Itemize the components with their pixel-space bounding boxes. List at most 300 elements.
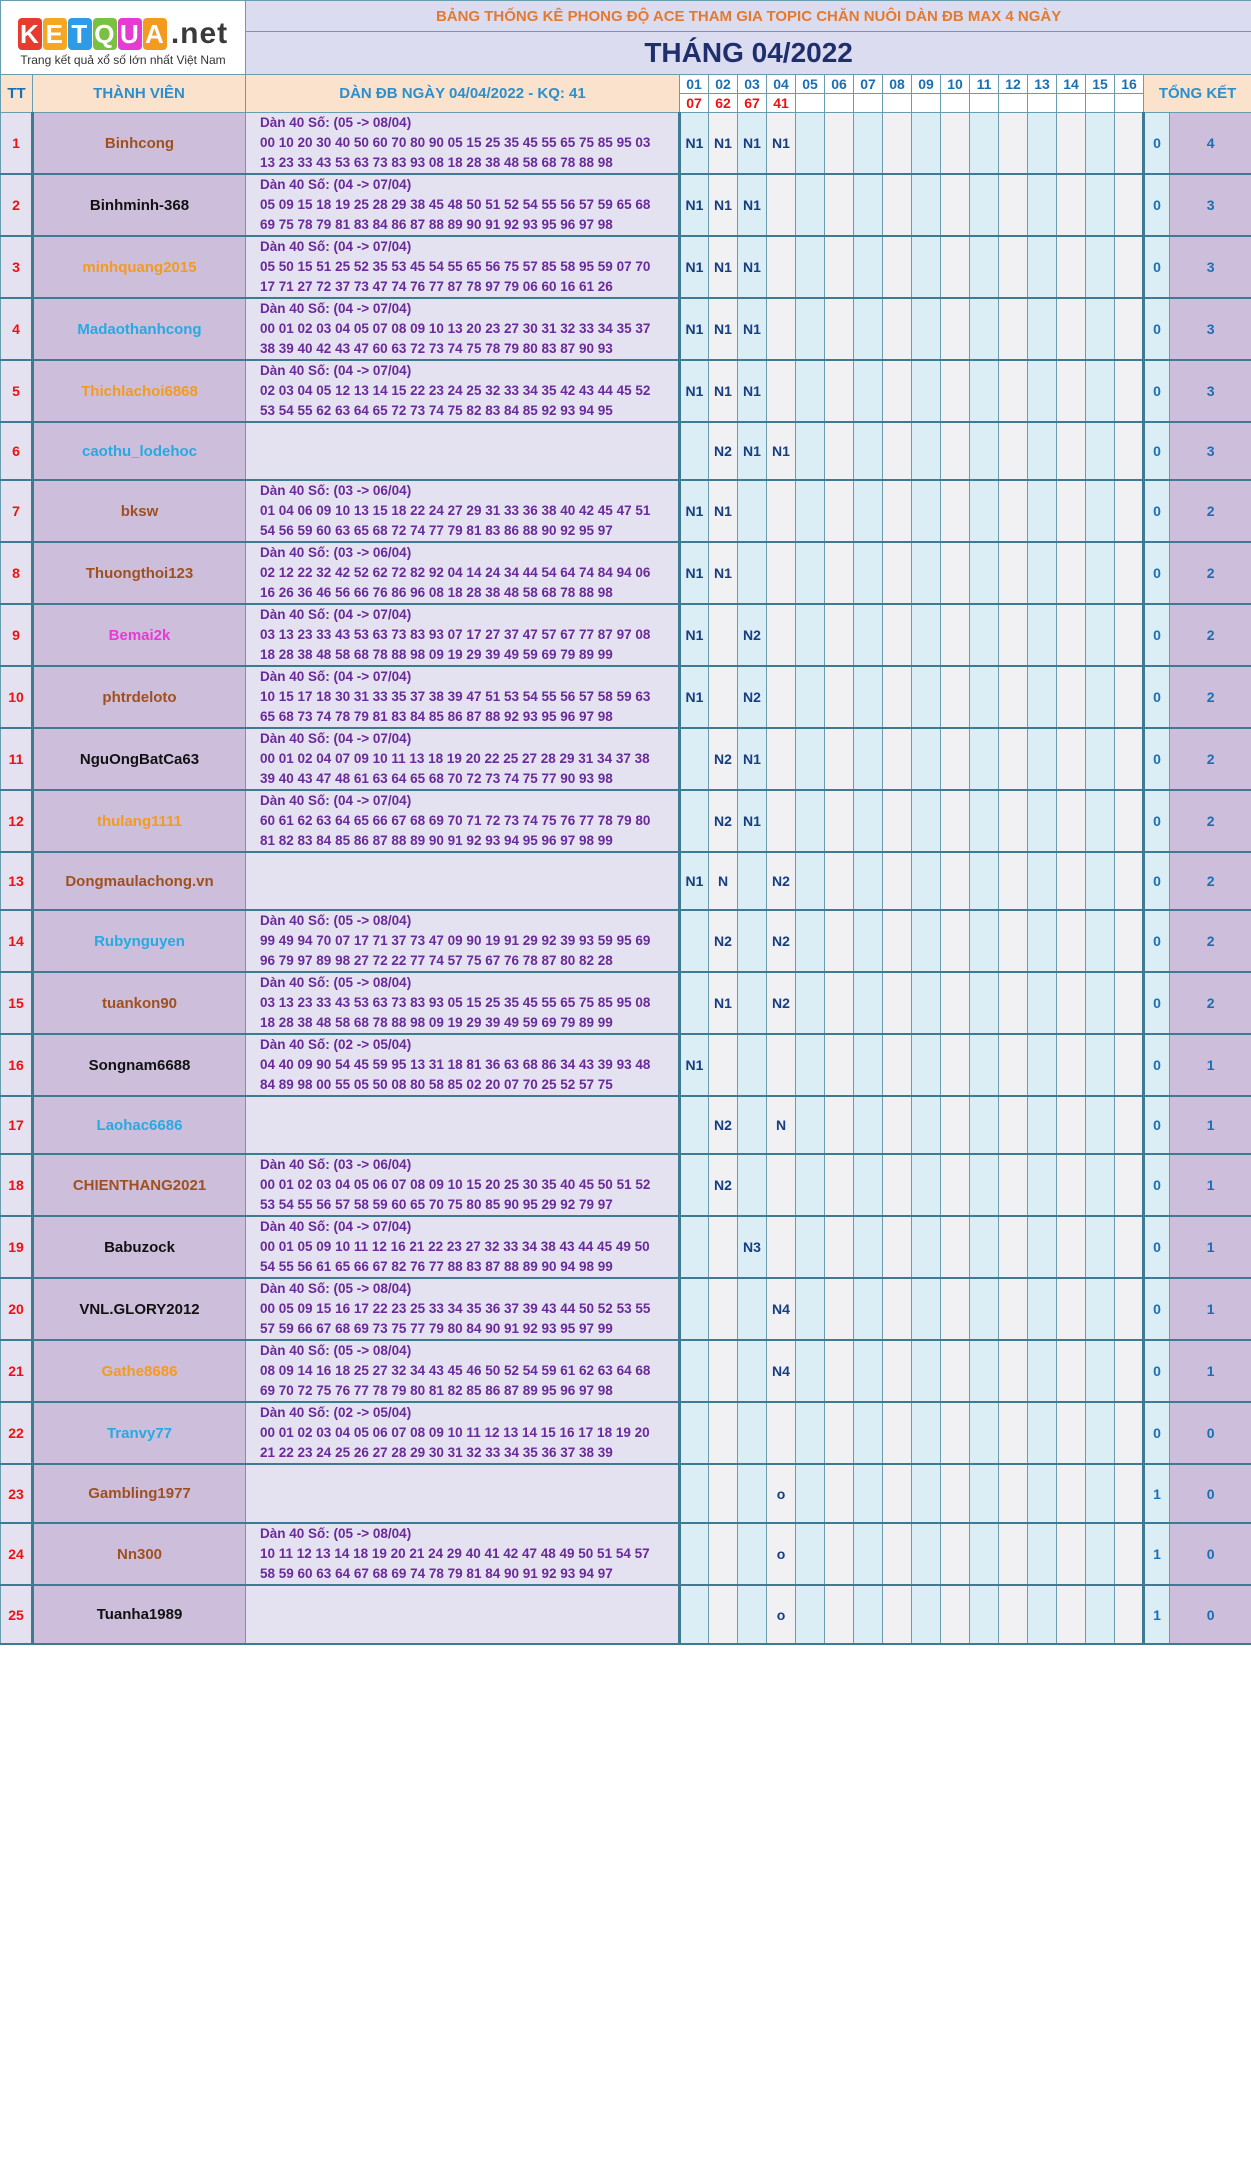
day-cell xyxy=(1028,666,1057,728)
day-result xyxy=(1086,94,1115,113)
day-cell: N1 xyxy=(680,666,709,728)
day-cell: N1 xyxy=(680,542,709,604)
day-cell xyxy=(970,852,999,910)
logo-letter: U xyxy=(118,18,142,50)
day-cell xyxy=(825,728,854,790)
day-cell xyxy=(825,480,854,542)
total-hit: 1 xyxy=(1170,1340,1251,1402)
day-cell xyxy=(738,1402,767,1464)
day-cell xyxy=(825,1340,854,1402)
table-row xyxy=(1,480,1251,542)
day-cell xyxy=(825,1402,854,1464)
day-cell xyxy=(999,1216,1028,1278)
day-cell xyxy=(999,1034,1028,1096)
day-cell xyxy=(825,1154,854,1216)
day-cell xyxy=(738,1034,767,1096)
dan-line: Dàn 40 Số: (05 -> 08/04) xyxy=(260,913,412,928)
dan-line: 00 01 02 03 04 05 06 07 08 09 10 15 20 25 30 35 40 45 50 51 52 xyxy=(260,1177,651,1192)
dan-line: 99 49 94 70 07 17 71 37 73 47 09 90 19 91 29 92 39 93 59 95 69 xyxy=(260,933,651,948)
day-cell xyxy=(912,728,941,790)
day-cell xyxy=(941,113,970,175)
day-cell: N1 xyxy=(680,298,709,360)
dan-numbers xyxy=(246,1340,680,1402)
dan-line: Dàn 40 Số: (05 -> 08/04) xyxy=(260,975,412,990)
day-cell: N1 xyxy=(680,360,709,422)
day-cell xyxy=(970,1096,999,1154)
day-cell xyxy=(941,1216,970,1278)
total-miss: 0 xyxy=(1144,852,1170,910)
day-cell xyxy=(970,542,999,604)
total-miss: 1 xyxy=(1144,1464,1170,1523)
dan-numbers xyxy=(246,174,680,236)
day-cell xyxy=(1057,972,1086,1034)
total-miss: 0 xyxy=(1144,604,1170,666)
dan-numbers xyxy=(246,1216,680,1278)
day-cell: N1 xyxy=(738,360,767,422)
day-cell xyxy=(883,298,912,360)
day-cell xyxy=(999,113,1028,175)
day-result xyxy=(1028,94,1057,113)
day-cell: N1 xyxy=(709,542,738,604)
member-name[interactable]: tuankon90 xyxy=(33,972,246,1034)
day-cell xyxy=(738,1340,767,1402)
dan-line: 57 59 66 67 68 69 73 75 77 79 80 84 90 91 92 93 95 97 99 xyxy=(260,1321,613,1336)
day-cell xyxy=(883,666,912,728)
day-cell xyxy=(883,1216,912,1278)
dan-line: 17 71 27 72 37 73 47 74 76 77 87 78 97 79 06 60 16 61 26 xyxy=(260,279,613,294)
day-cell xyxy=(1057,1278,1086,1340)
day-cell xyxy=(1115,972,1144,1034)
dan-line: Dàn 40 Số: (04 -> 07/04) xyxy=(260,607,412,622)
dan-numbers xyxy=(246,790,680,852)
col-tt-header: TT xyxy=(1,75,33,113)
day-cell xyxy=(1028,1154,1057,1216)
total-miss: 0 xyxy=(1144,542,1170,604)
day-cell xyxy=(1057,1034,1086,1096)
total-miss: 0 xyxy=(1144,298,1170,360)
day-cell xyxy=(1057,1216,1086,1278)
total-miss: 0 xyxy=(1144,174,1170,236)
member-name[interactable]: Rubynguyen xyxy=(33,910,246,972)
day-cell: N1 xyxy=(709,174,738,236)
member-name[interactable]: Gathe8686 xyxy=(33,1340,246,1402)
day-cell xyxy=(941,360,970,422)
day-cell xyxy=(1057,542,1086,604)
day-cell xyxy=(912,1464,941,1523)
member-name[interactable]: thulang1111 xyxy=(33,790,246,852)
day-cell xyxy=(796,1523,825,1585)
day-cell xyxy=(796,1034,825,1096)
day-cell xyxy=(912,666,941,728)
table-row xyxy=(1,1585,1251,1644)
member-name[interactable]: Nn300 xyxy=(33,1523,246,1585)
day-cell xyxy=(970,666,999,728)
total-hit: 2 xyxy=(1170,790,1251,852)
day-result: 41 xyxy=(767,94,796,113)
day-cell: N2 xyxy=(767,852,796,910)
dan-line: 18 28 38 48 58 68 78 88 98 09 19 29 39 49 59 69 79 89 99 xyxy=(260,647,613,662)
row-number: 17 xyxy=(1,1096,33,1154)
day-cell xyxy=(796,1278,825,1340)
day-cell xyxy=(970,910,999,972)
day-cell xyxy=(767,1154,796,1216)
day-cell xyxy=(854,236,883,298)
day-cell xyxy=(912,480,941,542)
day-header: 09 xyxy=(912,75,941,94)
day-cell xyxy=(1115,1034,1144,1096)
row-number: 25 xyxy=(1,1585,33,1644)
day-cell: N1 xyxy=(709,480,738,542)
day-cell xyxy=(1057,1464,1086,1523)
day-cell xyxy=(970,1585,999,1644)
dan-numbers xyxy=(246,422,680,480)
logo-letter: Q xyxy=(94,18,116,49)
day-cell: N4 xyxy=(767,1340,796,1402)
day-cell xyxy=(1028,728,1057,790)
day-cell xyxy=(883,790,912,852)
day-cell xyxy=(970,1216,999,1278)
day-cell xyxy=(796,360,825,422)
member-name[interactable]: VNL.GLORY2012 xyxy=(33,1278,246,1340)
day-cell xyxy=(1115,666,1144,728)
dan-line: 10 11 12 13 14 18 19 20 21 24 29 40 41 42 47 48 49 50 51 54 57 xyxy=(260,1546,650,1561)
day-cell xyxy=(999,542,1028,604)
day-cell xyxy=(1028,360,1057,422)
day-cell xyxy=(680,1340,709,1402)
day-cell xyxy=(1086,604,1115,666)
day-cell xyxy=(1115,852,1144,910)
col-dan-header: DÀN ĐB NGÀY 04/04/2022 - KQ: 41 xyxy=(246,75,680,113)
day-cell xyxy=(912,1523,941,1585)
table-row xyxy=(1,790,1251,852)
day-cell xyxy=(1086,1402,1115,1464)
table-title: BẢNG THỐNG KÊ PHONG ĐỘ ACE THAM GIA TOPIC CHĂN NUÔI DÀN ĐB MAX 4 NGÀY xyxy=(246,1,1251,32)
day-cell xyxy=(796,422,825,480)
day-cell xyxy=(912,236,941,298)
day-cell xyxy=(941,1585,970,1644)
day-cell xyxy=(883,1096,912,1154)
day-cell xyxy=(825,972,854,1034)
day-cell xyxy=(970,480,999,542)
day-cell xyxy=(854,422,883,480)
day-cell xyxy=(1086,236,1115,298)
table-row xyxy=(1,542,1251,604)
day-cell xyxy=(883,360,912,422)
table-row xyxy=(1,422,1251,480)
day-cell xyxy=(999,360,1028,422)
logo-letter: T xyxy=(68,18,92,50)
day-cell: o xyxy=(767,1523,796,1585)
day-cell xyxy=(1115,1523,1144,1585)
dan-line: Dàn 40 Số: (05 -> 08/04) xyxy=(260,1526,412,1541)
member-name[interactable]: Laohac6686 xyxy=(33,1096,246,1154)
day-cell xyxy=(1028,542,1057,604)
day-cell xyxy=(796,113,825,175)
day-cell xyxy=(999,852,1028,910)
day-cell xyxy=(1115,1402,1144,1464)
total-miss: 0 xyxy=(1144,113,1170,175)
logo-text xyxy=(1,8,245,52)
day-cell xyxy=(1057,113,1086,175)
dan-line: Dàn 40 Số: (03 -> 06/04) xyxy=(260,545,412,560)
member-name[interactable]: phtrdeloto xyxy=(33,666,246,728)
day-cell xyxy=(767,666,796,728)
day-header: 08 xyxy=(883,75,912,94)
day-cell xyxy=(1115,1216,1144,1278)
day-cell xyxy=(680,1464,709,1523)
day-cell xyxy=(883,604,912,666)
day-cell xyxy=(1057,1585,1086,1644)
day-cell xyxy=(1115,728,1144,790)
dan-line: 00 01 02 03 04 05 07 08 09 10 13 20 23 27 30 31 32 33 34 35 37 xyxy=(260,321,651,336)
day-cell xyxy=(912,910,941,972)
day-result xyxy=(970,94,999,113)
day-cell xyxy=(709,666,738,728)
day-cell xyxy=(680,1585,709,1644)
table-row xyxy=(1,1154,1251,1216)
dan-line: 01 04 06 09 10 13 15 18 22 24 27 29 31 33 36 38 40 42 45 47 51 xyxy=(260,503,651,518)
dan-line: 00 01 02 04 07 09 10 11 13 18 19 20 22 25 27 28 29 31 34 37 38 xyxy=(260,751,650,766)
day-cell: N1 xyxy=(738,790,767,852)
day-cell xyxy=(912,1585,941,1644)
dan-line: 53 54 55 62 63 64 65 72 73 74 75 82 83 84 85 92 93 94 95 xyxy=(260,403,613,418)
day-cell xyxy=(1057,1402,1086,1464)
dan-numbers xyxy=(246,1464,680,1523)
day-cell xyxy=(999,480,1028,542)
day-cell xyxy=(1028,480,1057,542)
table-row xyxy=(1,1216,1251,1278)
day-cell: N1 xyxy=(738,298,767,360)
day-cell xyxy=(1115,1278,1144,1340)
day-cell xyxy=(796,910,825,972)
row-number: 14 xyxy=(1,910,33,972)
day-cell xyxy=(970,1402,999,1464)
member-name[interactable]: Tuanha1989 xyxy=(33,1585,246,1644)
total-hit: 3 xyxy=(1170,360,1251,422)
day-cell xyxy=(709,1216,738,1278)
dan-line: 54 56 59 60 63 65 68 72 74 77 79 81 83 86 88 90 92 95 97 xyxy=(260,523,613,538)
member-name[interactable]: Bemai2k xyxy=(33,604,246,666)
day-cell xyxy=(796,1216,825,1278)
day-cell xyxy=(912,1096,941,1154)
day-cell xyxy=(999,1340,1028,1402)
dan-numbers xyxy=(246,852,680,910)
day-cell xyxy=(767,480,796,542)
day-cell: N1 xyxy=(680,113,709,175)
member-name[interactable]: Madaothanhcong xyxy=(33,298,246,360)
day-cell xyxy=(1086,1340,1115,1402)
day-cell xyxy=(738,1278,767,1340)
member-name[interactable]: Thuongthoi123 xyxy=(33,542,246,604)
dan-line: 16 26 36 46 56 66 76 86 96 08 18 28 38 48 58 68 78 88 98 xyxy=(260,585,613,600)
row-number: 16 xyxy=(1,1034,33,1096)
day-cell xyxy=(1057,236,1086,298)
day-cell xyxy=(912,1034,941,1096)
day-cell xyxy=(1086,852,1115,910)
day-cell xyxy=(1028,852,1057,910)
member-name[interactable]: Binhcong xyxy=(33,113,246,175)
day-cell xyxy=(883,422,912,480)
day-cell xyxy=(796,1340,825,1402)
dan-line: Dàn 40 Số: (04 -> 07/04) xyxy=(260,363,412,378)
day-cell xyxy=(1115,113,1144,175)
day-header: 14 xyxy=(1057,75,1086,94)
day-cell xyxy=(738,910,767,972)
day-cell xyxy=(854,174,883,236)
member-name[interactable]: Thichlachoi6868 xyxy=(33,360,246,422)
table-row xyxy=(1,174,1251,236)
day-cell xyxy=(825,852,854,910)
day-header: 10 xyxy=(941,75,970,94)
day-cell xyxy=(1115,422,1144,480)
day-cell xyxy=(825,360,854,422)
day-cell xyxy=(825,298,854,360)
row-number: 2 xyxy=(1,174,33,236)
day-cell: N2 xyxy=(709,790,738,852)
total-hit: 3 xyxy=(1170,174,1251,236)
member-name[interactable]: Songnam6688 xyxy=(33,1034,246,1096)
day-cell: N2 xyxy=(767,972,796,1034)
member-name[interactable]: Babuzock xyxy=(33,1216,246,1278)
member-name[interactable]: minhquang2015 xyxy=(33,236,246,298)
row-number: 15 xyxy=(1,972,33,1034)
member-name[interactable]: Dongmaulachong.vn xyxy=(33,852,246,910)
day-cell: N2 xyxy=(709,1154,738,1216)
member-name[interactable]: CHIENTHANG2021 xyxy=(33,1154,246,1216)
day-cell: N2 xyxy=(709,910,738,972)
total-miss: 0 xyxy=(1144,1154,1170,1216)
day-cell xyxy=(970,236,999,298)
day-result xyxy=(941,94,970,113)
day-cell xyxy=(883,236,912,298)
member-name[interactable]: bksw xyxy=(33,480,246,542)
day-cell xyxy=(1057,910,1086,972)
dan-line: 00 01 05 09 10 11 12 16 21 22 23 27 32 33 34 38 43 44 45 49 50 xyxy=(260,1239,650,1254)
day-cell xyxy=(854,1278,883,1340)
day-cell xyxy=(1057,480,1086,542)
member-name[interactable]: Binhminh-368 xyxy=(33,174,246,236)
total-hit: 2 xyxy=(1170,852,1251,910)
dan-line: 60 61 62 63 64 65 66 67 68 69 70 71 72 73 74 75 76 77 78 79 80 xyxy=(260,813,651,828)
day-cell: N2 xyxy=(738,604,767,666)
day-cell xyxy=(999,728,1028,790)
day-cell xyxy=(883,1585,912,1644)
total-hit: 3 xyxy=(1170,236,1251,298)
row-number: 10 xyxy=(1,666,33,728)
dan-line: 38 39 40 42 43 47 60 63 72 73 74 75 78 79 80 83 87 90 93 xyxy=(260,341,613,356)
dan-line: 69 70 72 75 76 77 78 79 80 81 82 85 86 87 89 95 96 97 98 xyxy=(260,1383,613,1398)
day-cell xyxy=(767,604,796,666)
day-cell xyxy=(1057,360,1086,422)
day-cell xyxy=(854,972,883,1034)
day-cell xyxy=(1086,113,1115,175)
table-row xyxy=(1,1402,1251,1464)
day-cell xyxy=(854,1034,883,1096)
day-cell xyxy=(970,604,999,666)
day-cell xyxy=(738,1585,767,1644)
member-name[interactable]: Tranvy77 xyxy=(33,1402,246,1464)
day-header: 15 xyxy=(1086,75,1115,94)
dan-line: 96 79 97 89 98 27 72 22 77 74 57 75 67 76 78 87 80 82 28 xyxy=(260,953,613,968)
day-cell xyxy=(1057,666,1086,728)
month-title: THÁNG 04/2022 xyxy=(246,32,1251,75)
day-cell xyxy=(1086,542,1115,604)
day-cell: N1 xyxy=(680,604,709,666)
member-name[interactable]: caothu_lodehoc xyxy=(33,422,246,480)
day-cell xyxy=(825,1464,854,1523)
day-cell xyxy=(883,113,912,175)
logo-letter: E xyxy=(43,18,67,50)
day-cell xyxy=(912,113,941,175)
day-cell xyxy=(738,852,767,910)
day-header: 04 xyxy=(767,75,796,94)
dan-numbers xyxy=(246,360,680,422)
day-cell xyxy=(970,1154,999,1216)
dan-numbers xyxy=(246,1096,680,1154)
day-cell xyxy=(941,1278,970,1340)
total-hit: 1 xyxy=(1170,1278,1251,1340)
day-cell: N1 xyxy=(680,480,709,542)
day-cell xyxy=(883,1523,912,1585)
day-cell xyxy=(1086,480,1115,542)
day-cell xyxy=(825,910,854,972)
day-cell xyxy=(796,852,825,910)
day-cell xyxy=(767,1034,796,1096)
day-cell xyxy=(1115,910,1144,972)
day-cell xyxy=(1028,1340,1057,1402)
day-cell xyxy=(999,1278,1028,1340)
day-cell xyxy=(1028,1278,1057,1340)
day-cell xyxy=(970,298,999,360)
day-cell xyxy=(970,422,999,480)
day-cell xyxy=(999,972,1028,1034)
day-cell xyxy=(941,422,970,480)
dan-numbers xyxy=(246,1402,680,1464)
day-cell: N1 xyxy=(680,852,709,910)
day-cell xyxy=(883,1278,912,1340)
dan-line: 08 09 14 16 18 25 27 32 34 43 45 46 50 52 54 59 61 62 63 64 68 xyxy=(260,1363,651,1378)
total-hit: 1 xyxy=(1170,1096,1251,1154)
logo[interactable] xyxy=(1,1,246,75)
member-name[interactable]: NguOngBatCa63 xyxy=(33,728,246,790)
day-cell xyxy=(767,360,796,422)
day-cell xyxy=(912,1216,941,1278)
day-cell xyxy=(970,360,999,422)
total-miss: 0 xyxy=(1144,910,1170,972)
day-cell xyxy=(854,1523,883,1585)
day-cell xyxy=(1086,174,1115,236)
dan-line: Dàn 40 Số: (04 -> 07/04) xyxy=(260,1219,412,1234)
dan-line: 54 55 56 61 65 66 67 82 76 77 88 83 87 88 89 90 94 98 99 xyxy=(260,1259,613,1274)
day-cell xyxy=(825,1216,854,1278)
row-number: 12 xyxy=(1,790,33,852)
dan-line: 04 40 09 90 54 45 59 95 13 31 18 81 36 63 68 86 34 43 39 93 48 xyxy=(260,1057,651,1072)
row-number: 9 xyxy=(1,604,33,666)
day-cell xyxy=(854,790,883,852)
day-cell xyxy=(999,910,1028,972)
day-cell xyxy=(1086,972,1115,1034)
member-name[interactable]: Gambling1977 xyxy=(33,1464,246,1523)
dan-numbers xyxy=(246,113,680,175)
day-cell xyxy=(854,1585,883,1644)
row-number: 24 xyxy=(1,1523,33,1585)
day-cell xyxy=(970,174,999,236)
day-cell xyxy=(1057,1154,1086,1216)
dan-line: Dàn 40 Số: (03 -> 06/04) xyxy=(260,1157,412,1172)
day-cell xyxy=(854,1402,883,1464)
day-cell xyxy=(912,1340,941,1402)
day-cell: N2 xyxy=(709,728,738,790)
